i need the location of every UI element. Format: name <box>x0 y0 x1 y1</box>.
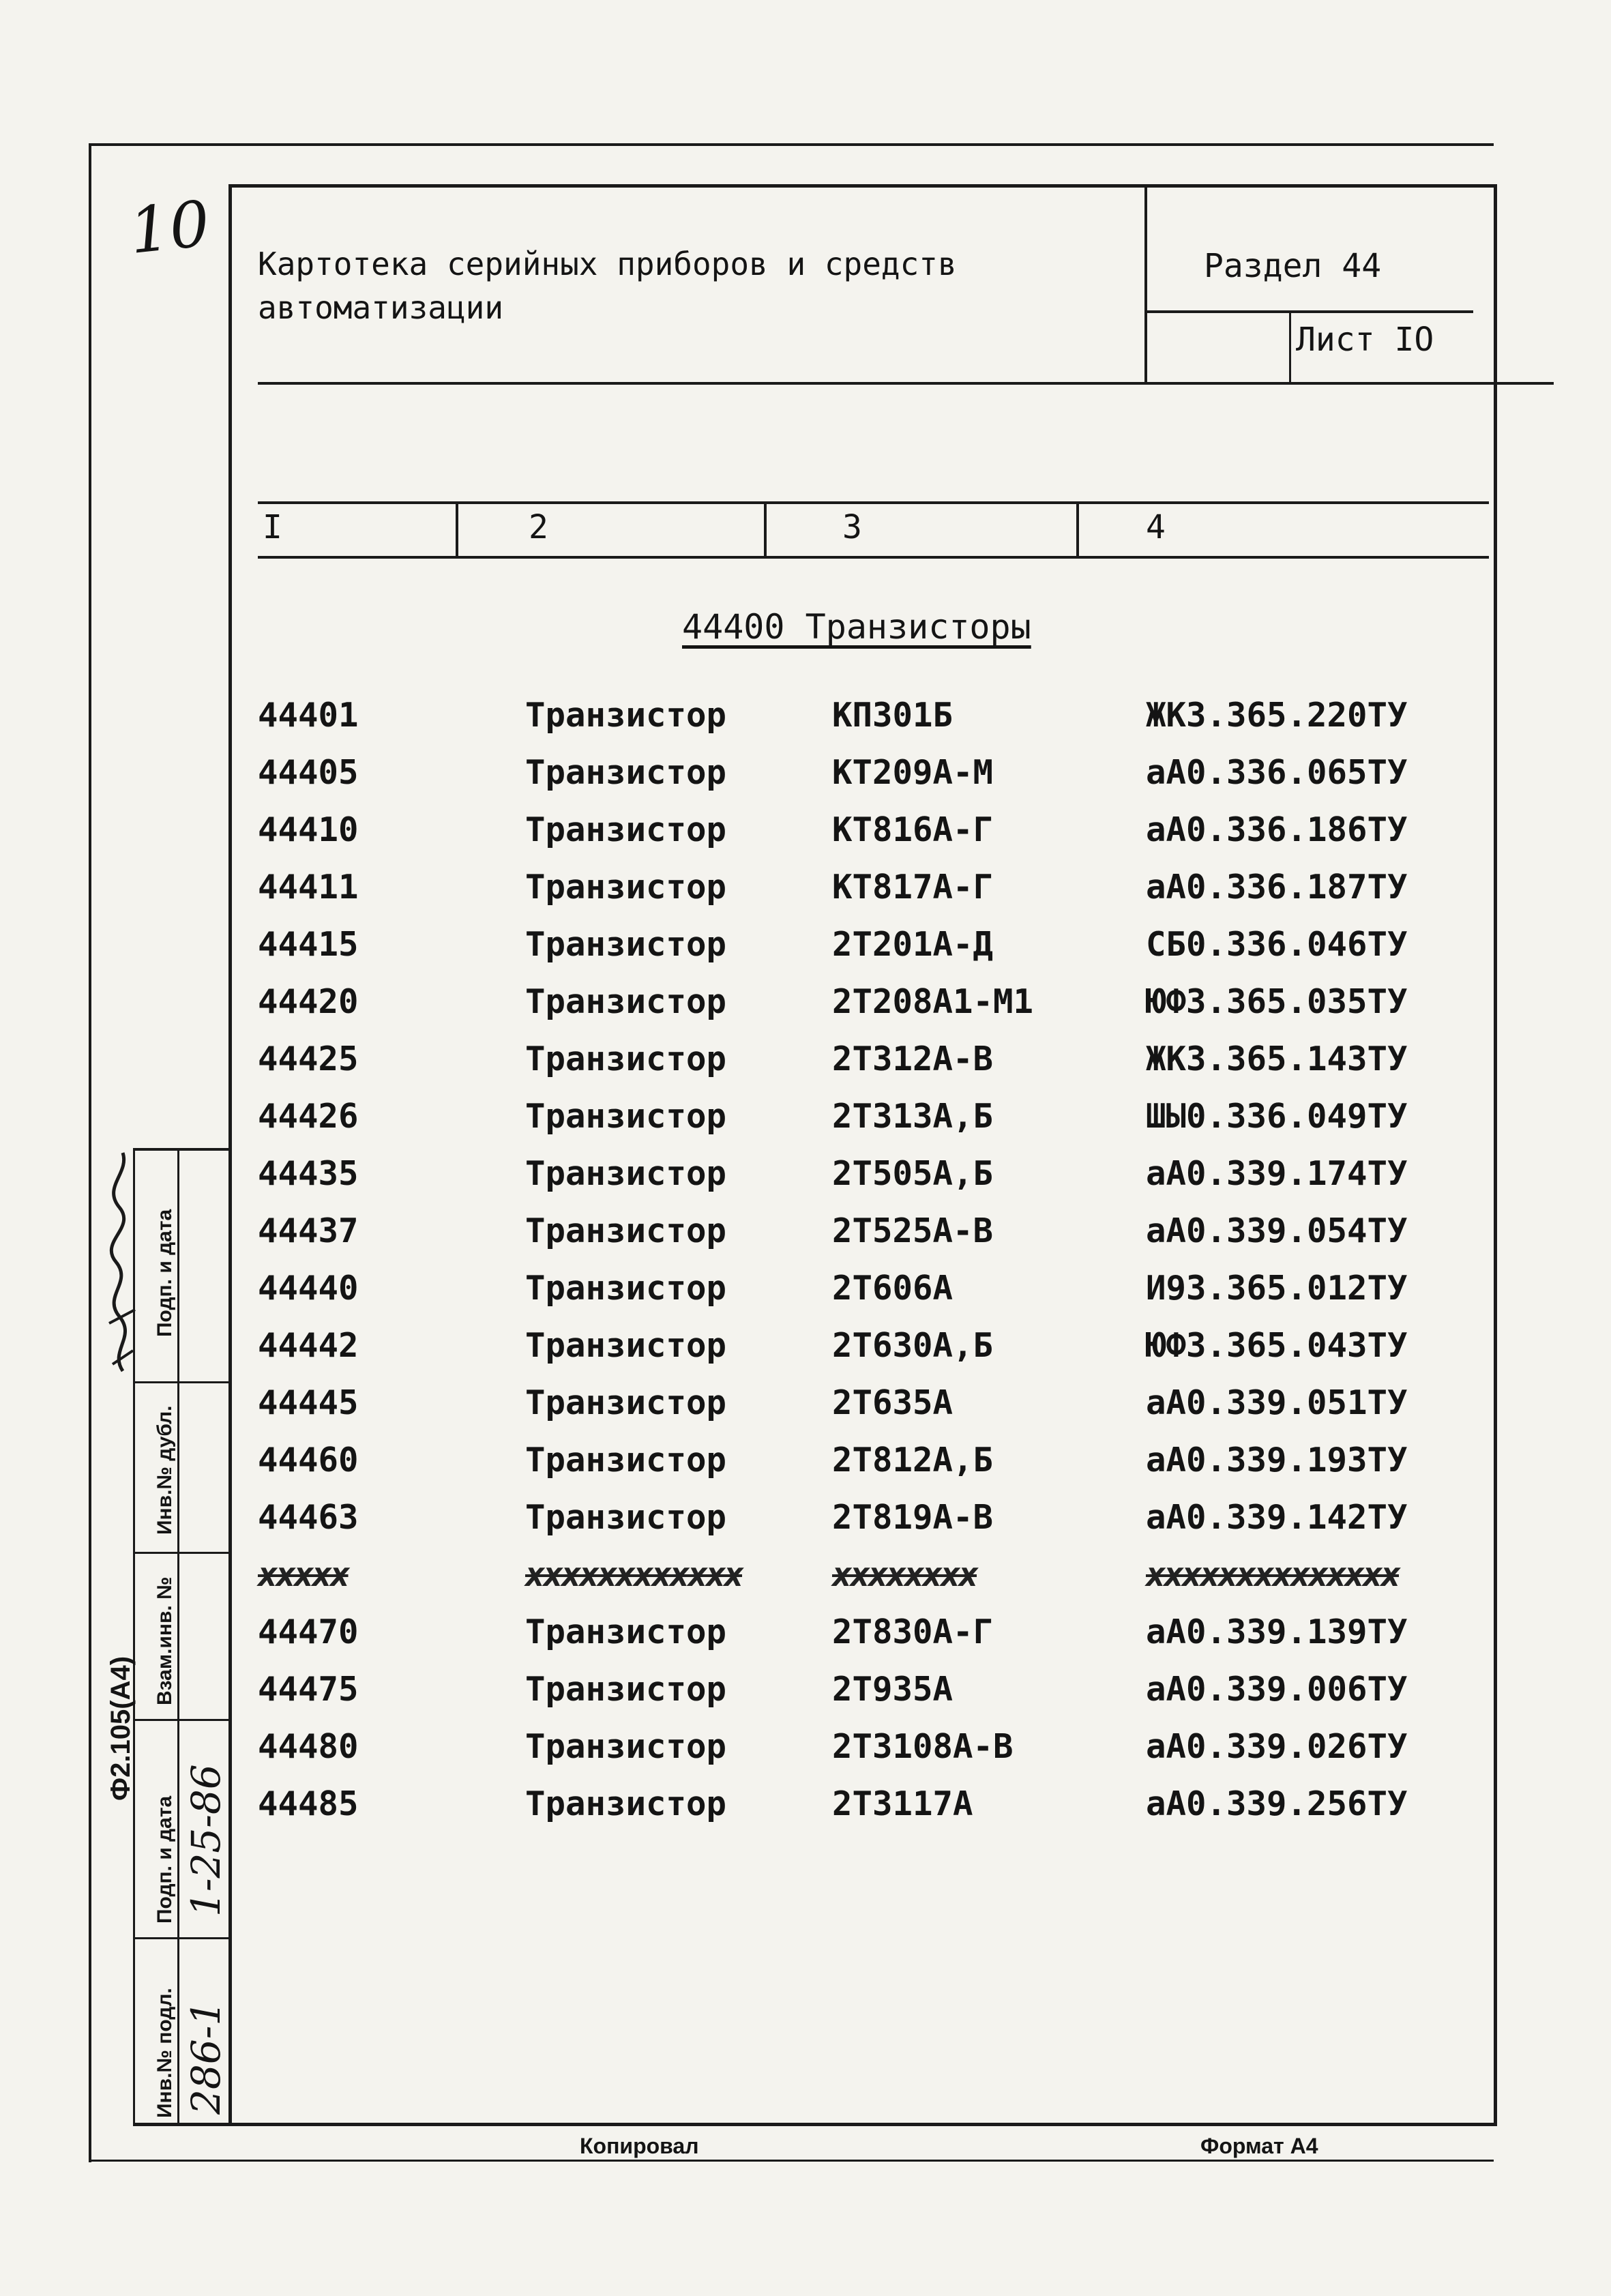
row-type: КП301Б <box>832 696 954 735</box>
row-type: 2Т606А <box>832 1269 954 1308</box>
row-spec: ШЫ0.336.049ТУ <box>1146 1097 1408 1136</box>
stamp-value-inv-podl: 286-1 <box>183 2000 229 2115</box>
row-type: 2Т630А,Б <box>832 1326 994 1365</box>
table-row <box>0 1040 1611 1094</box>
row-name: Транзистор <box>525 1727 727 1766</box>
stamp-rule-4 <box>133 1937 230 1939</box>
row-name: Транзистор <box>525 696 727 735</box>
row-code: 44463 <box>258 1498 359 1537</box>
table-row <box>0 1211 1611 1266</box>
row-type: КТ816А-Г <box>832 810 994 849</box>
sheet-number-handwritten: 10 <box>125 187 213 268</box>
table-row <box>0 753 1611 808</box>
table-row <box>0 1727 1611 1782</box>
stamp-label-podp-data: Подп. и дата <box>153 1795 176 1924</box>
row-type: 2Т935А <box>832 1670 954 1709</box>
row-code: 44426 <box>258 1097 359 1136</box>
header-divider-vertical <box>1144 186 1147 383</box>
row-name: xxxxxxxxxxxx <box>525 1555 743 1594</box>
row-type: 2Т3108А-В <box>832 1727 1014 1766</box>
table-row <box>0 1326 1611 1381</box>
table-row <box>0 925 1611 980</box>
table-row <box>0 1154 1611 1209</box>
footer-format: Формат А4 <box>1200 2134 1318 2158</box>
row-code: 44405 <box>258 753 359 792</box>
table-row <box>0 810 1611 865</box>
table-row <box>0 1498 1611 1552</box>
row-type: xxxxxxxx <box>832 1555 977 1594</box>
row-type: КТ817А-Г <box>832 868 994 907</box>
row-spec: аА0.336.186ТУ <box>1146 810 1408 849</box>
table-row <box>0 1613 1611 1667</box>
row-type: 2Т312А-В <box>832 1040 994 1078</box>
row-spec: И93.365.012ТУ <box>1146 1269 1408 1308</box>
stamp-rule-2 <box>133 1552 230 1554</box>
row-type: 2Т208А1-М1 <box>832 982 1034 1021</box>
column-header-3: 3 <box>842 508 862 546</box>
header-title-line2: автоматизации <box>258 289 504 326</box>
row-spec: ЮФ3.365.043ТУ <box>1146 1326 1408 1365</box>
row-spec: аА0.339.142ТУ <box>1146 1498 1408 1537</box>
row-code: 44445 <box>258 1383 359 1422</box>
colhead-div-1 <box>456 501 458 559</box>
stamp-label-inv-podl: Инв.№ подл. <box>153 1988 176 2118</box>
header-title-line1: Картотека серийных приборов и средств <box>258 246 957 282</box>
row-type: 2Т313А,Б <box>832 1097 994 1136</box>
row-spec: аА0.339.026ТУ <box>1146 1727 1408 1766</box>
signature-mark <box>102 1146 143 1378</box>
column-header-1: I <box>263 508 282 546</box>
row-name: Транзистор <box>525 1383 727 1422</box>
row-spec: аА0.339.051ТУ <box>1146 1383 1408 1422</box>
table-row <box>0 1670 1611 1724</box>
row-code: 44437 <box>258 1211 359 1250</box>
row-code: 44425 <box>258 1040 359 1078</box>
row-code: 44460 <box>258 1441 359 1480</box>
table-row <box>0 982 1611 1037</box>
table-row <box>0 1269 1611 1323</box>
row-type: 2Т505А,Б <box>832 1154 994 1193</box>
stamp-label-podp-data-top: Подп. и дата <box>153 1209 176 1337</box>
stamp-col-divider <box>177 1148 179 2125</box>
table-row <box>0 1097 1611 1151</box>
row-name: Транзистор <box>525 868 727 907</box>
row-name: Транзистор <box>525 1441 727 1480</box>
row-spec: СБ0.336.046ТУ <box>1146 925 1408 964</box>
row-spec: аА0.339.054ТУ <box>1146 1211 1408 1250</box>
header-section: Раздел 44 <box>1204 247 1382 285</box>
row-spec: xxxxxxxxxxxxxx <box>1146 1555 1400 1594</box>
row-code: 44440 <box>258 1269 359 1308</box>
inner-frame-top <box>228 184 1497 188</box>
row-code: 44442 <box>258 1326 359 1365</box>
outer-frame-top <box>89 143 1494 146</box>
header-sheet: Лист IO <box>1296 321 1434 359</box>
row-name: Транзистор <box>525 1269 727 1308</box>
colhead-bottom-rule <box>258 556 1489 559</box>
row-name: Транзистор <box>525 1326 727 1365</box>
header-title <box>258 242 1110 329</box>
row-name: Транзистор <box>525 1211 727 1250</box>
row-code: 44401 <box>258 696 359 735</box>
row-spec: ЮФ3.365.035ТУ <box>1146 982 1408 1021</box>
row-name: Транзистор <box>525 810 727 849</box>
row-name: Транзистор <box>525 1498 727 1537</box>
stamp-value-podp-data: 1-25-86 <box>183 1764 229 1917</box>
row-type: 2Т3117А <box>832 1784 973 1823</box>
outer-frame-left <box>89 143 91 2162</box>
table-row <box>0 868 1611 922</box>
row-type: 2Т525А-В <box>832 1211 994 1250</box>
column-header-2: 2 <box>529 508 548 546</box>
row-spec: аА0.336.187ТУ <box>1146 868 1408 907</box>
stamp-rule-3 <box>133 1719 230 1721</box>
row-type: 2Т201А-Д <box>832 925 994 964</box>
row-code: 44470 <box>258 1613 359 1651</box>
row-code: 44475 <box>258 1670 359 1709</box>
row-code: 44420 <box>258 982 359 1021</box>
section-title: 44400 Транзисторы <box>682 607 1031 647</box>
footer-copied: Копировал <box>580 2134 699 2158</box>
colhead-top-rule <box>258 501 1489 504</box>
inner-frame-bottom <box>133 2123 1497 2126</box>
row-code: 44411 <box>258 868 359 907</box>
row-type: 2Т830А-Г <box>832 1613 994 1651</box>
row-name: Транзистор <box>525 925 727 964</box>
row-type: КТ209А-М <box>832 753 994 792</box>
stamp-rule-1 <box>133 1381 230 1383</box>
row-spec: аА0.339.193ТУ <box>1146 1441 1408 1480</box>
row-code: 44485 <box>258 1784 359 1823</box>
row-code: 44415 <box>258 925 359 964</box>
outer-frame-bottom <box>89 2160 1494 2162</box>
table-row <box>0 1784 1611 1839</box>
table-row <box>0 696 1611 750</box>
row-name: Транзистор <box>525 982 727 1021</box>
column-header-4: 4 <box>1146 508 1166 546</box>
row-type: 2Т812А,Б <box>832 1441 994 1480</box>
row-spec: аА0.339.174ТУ <box>1146 1154 1408 1193</box>
row-spec: аА0.336.065ТУ <box>1146 753 1408 792</box>
row-type: 2Т819А-В <box>832 1498 994 1537</box>
table-row <box>0 1441 1611 1495</box>
row-name: Транзистор <box>525 1670 727 1709</box>
row-spec: аА0.339.139ТУ <box>1146 1613 1408 1651</box>
table-row-struck <box>0 1555 1611 1610</box>
header-section-underline <box>1146 310 1473 313</box>
table-row <box>0 1383 1611 1438</box>
row-spec: ЖК3.365.143ТУ <box>1146 1040 1408 1078</box>
stamp-label-inv-dubl: Инв.№ дубл. <box>153 1405 176 1535</box>
row-type: 2Т635А <box>832 1383 954 1422</box>
row-spec: аА0.339.256ТУ <box>1146 1784 1408 1823</box>
row-name: Транзистор <box>525 1154 727 1193</box>
colhead-div-2 <box>764 501 767 559</box>
header-bottom-rule <box>258 382 1554 385</box>
stamp-top-rule <box>133 1148 230 1151</box>
row-code: 44410 <box>258 810 359 849</box>
row-code: xxxxx <box>258 1555 349 1594</box>
header-list-divider <box>1289 312 1291 383</box>
row-code: 44435 <box>258 1154 359 1193</box>
colhead-div-3 <box>1076 501 1079 559</box>
row-name: Транзистор <box>525 1097 727 1136</box>
row-spec: аА0.339.006ТУ <box>1146 1670 1408 1709</box>
row-code: 44480 <box>258 1727 359 1766</box>
row-name: Транзистор <box>525 753 727 792</box>
row-spec: ЖК3.365.220ТУ <box>1146 696 1408 735</box>
form-code: Ф2.105(А4) <box>106 1655 136 1801</box>
row-name: Транзистор <box>525 1613 727 1651</box>
stamp-label-vzam-inv: Взам.инв. № <box>153 1576 176 1705</box>
row-name: Транзистор <box>525 1040 727 1078</box>
row-name: Транзистор <box>525 1784 727 1823</box>
